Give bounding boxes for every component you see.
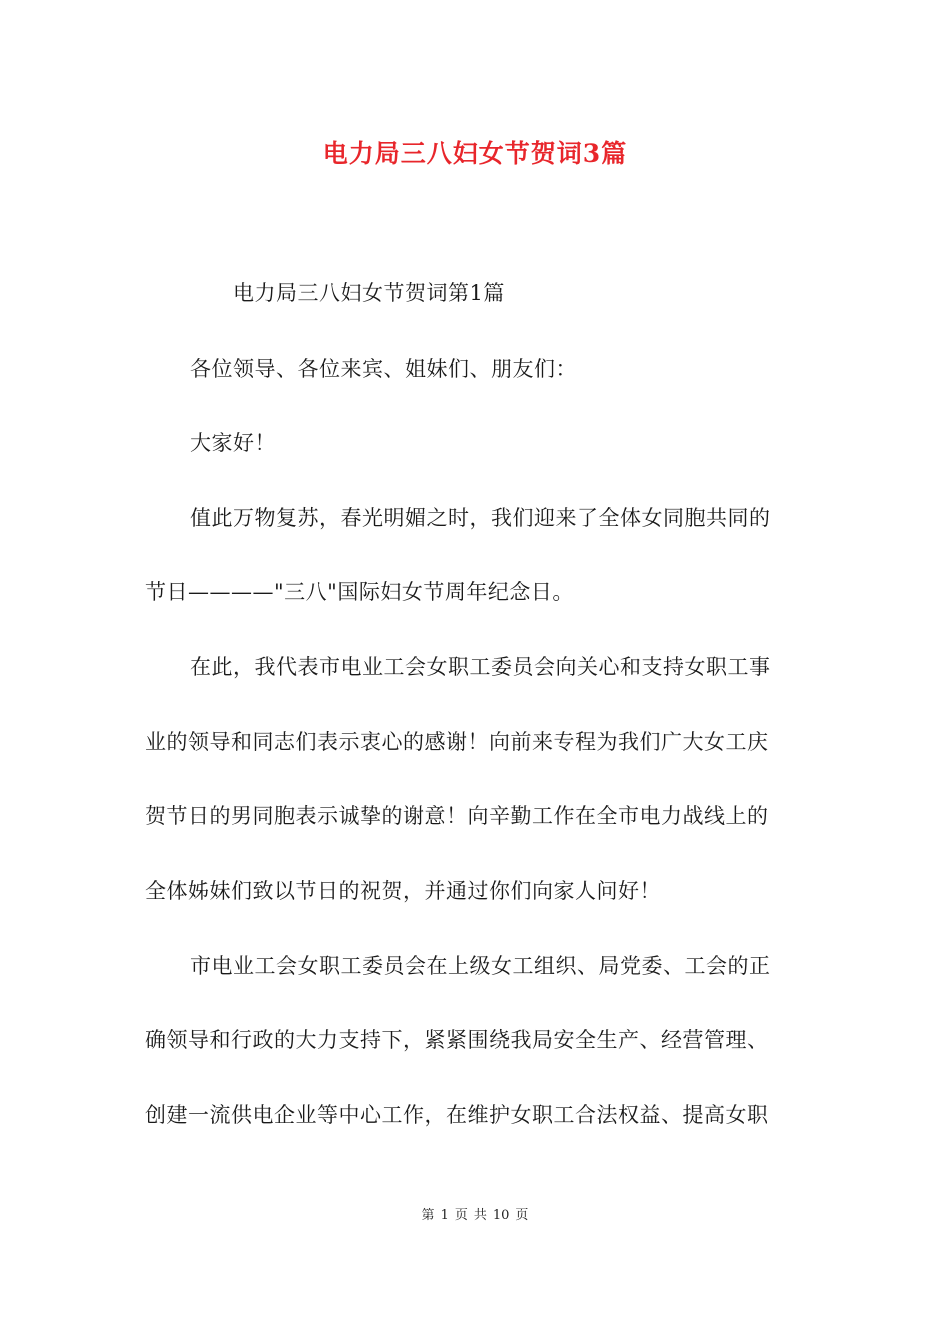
- paragraph-line: 业的领导和同志们表示衷心的感谢！向前来专程为我们广大女工庆: [145, 730, 769, 754]
- footer-page-word: 页: [454, 1208, 468, 1223]
- paragraph-line: 全体姊妹们致以节日的祝贺，并通过你们向家人问好！: [145, 879, 661, 903]
- paragraph-line: 值此万物复苏，春光明媚之时，我们迎来了全体女同胞共同的: [190, 506, 771, 530]
- greeting-line: 大家好！: [190, 431, 276, 455]
- total-pages-number: 10: [492, 1208, 510, 1223]
- paragraph-line: 市电业工会女职工委员会在上级女工组织、局党委、工会的正: [190, 954, 771, 978]
- paragraph-line: 节日————"三八"国际妇女节周年纪念日。: [145, 580, 574, 604]
- current-page-number: 1: [440, 1208, 449, 1223]
- footer-total-prefix: 共: [473, 1208, 487, 1223]
- page-footer: [0, 1206, 950, 1226]
- document-title: 电力局三八妇女节贺词3篇: [322, 139, 628, 168]
- footer-suffix: 页: [515, 1208, 529, 1223]
- paragraph-line: 贺节日的男同胞表示诚挚的谢意！向辛勤工作在全市电力战线上的: [145, 804, 769, 828]
- paragraph-line: 在此，我代表市电业工会女职工委员会向关心和支持女职工事: [190, 655, 771, 679]
- paragraph-line: 创建一流供电企业等中心工作，在维护女职工合法权益、提高女职: [145, 1103, 769, 1127]
- footer-prefix: 第: [421, 1208, 435, 1223]
- salutation-line: 各位领导、各位来宾、姐妹们、朋友们：: [190, 357, 577, 381]
- paragraph-line: 确领导和行政的大力支持下，紧紧围绕我局安全生产、经营管理、: [145, 1028, 769, 1052]
- section-heading: 电力局三八妇女节贺词第1篇: [233, 281, 505, 305]
